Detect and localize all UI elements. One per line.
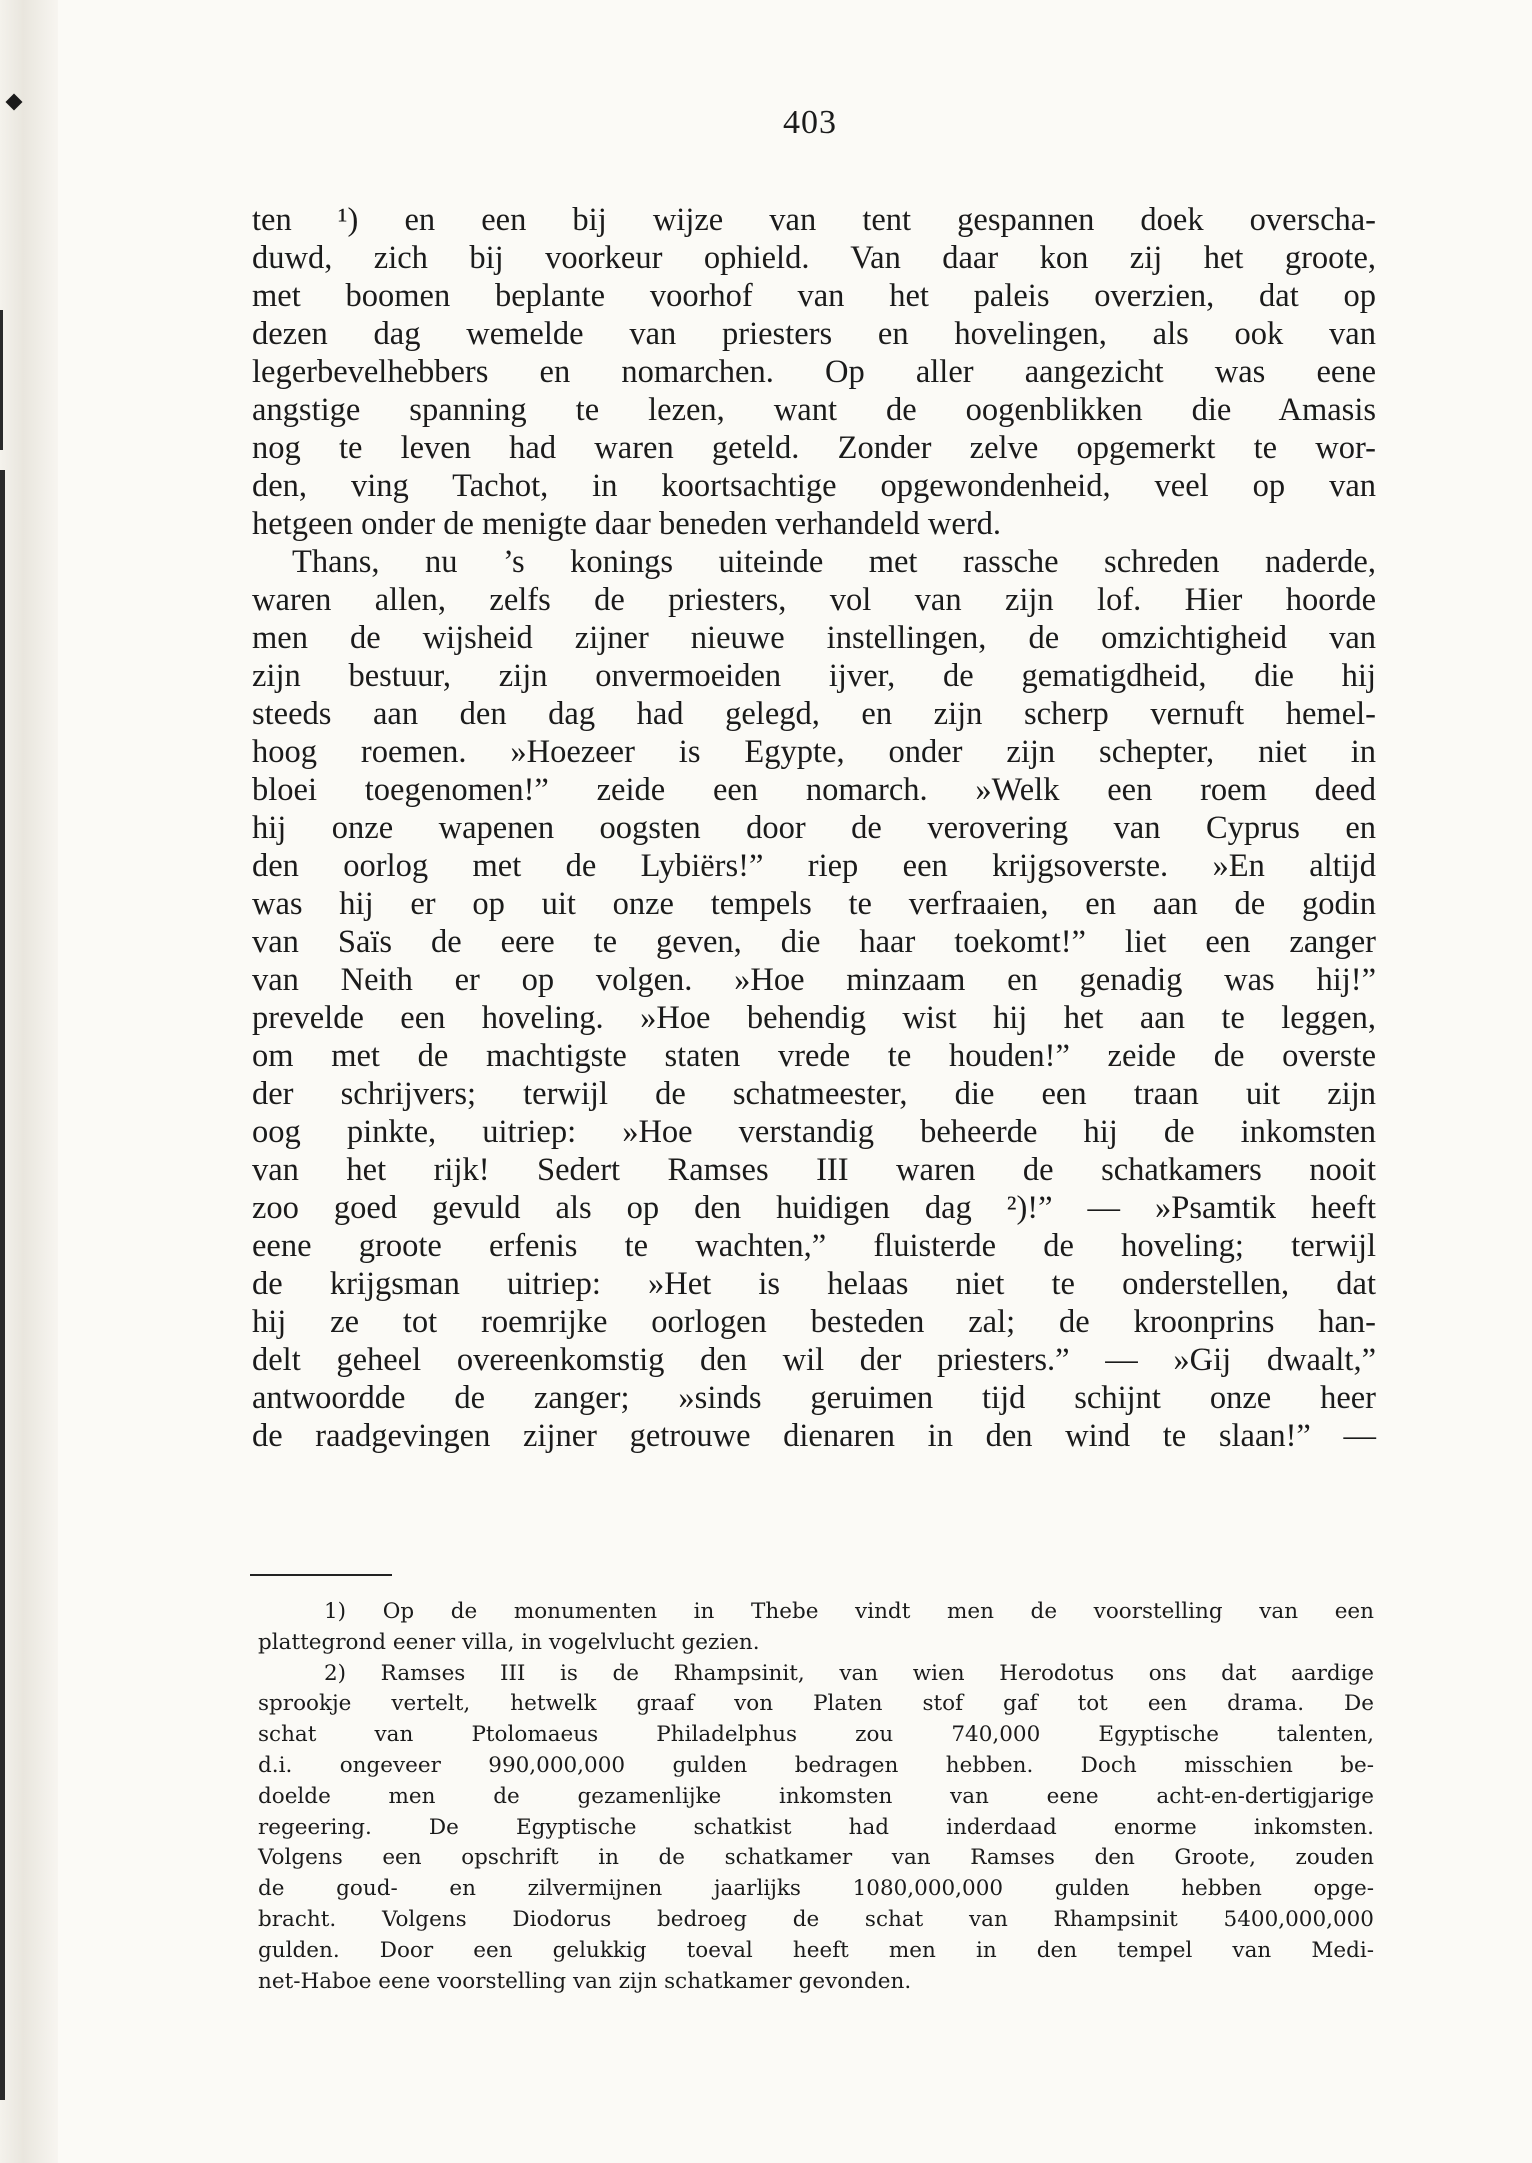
footnote-line: plattegrond eener villa, in vogelvlucht gezien. bbox=[258, 1629, 760, 1655]
text-line: van het rijk! Sedert Ramses III waren de schatkamers nooit bbox=[252, 1152, 1376, 1188]
text-line: duwd, zich bij voorkeur ophield. Van daar kon zij het groote, bbox=[252, 240, 1376, 276]
footnote-line: gulden. Door een gelukkig toeval heeft men in den tempel van Medi- bbox=[258, 1937, 1374, 1963]
footnote-line: 2) Ramses III is de Rhampsinit, van wien Herodotus ons dat aardige bbox=[324, 1660, 1374, 1686]
text-line: ten ¹) en een bij wijze van tent gespannen doek overscha- bbox=[252, 202, 1376, 238]
text-line: prevelde een hoveling. »Hoe behendig wist hij het aan te leggen, bbox=[252, 1000, 1376, 1036]
footnote-line: Volgens een opschrift in de schatkamer van Ramses den Groote, zouden bbox=[258, 1845, 1374, 1871]
text-line: zijn bestuur, zijn onvermoeiden ijver, de gematigdheid, die hij bbox=[252, 658, 1376, 694]
footnote-line: doelde men de gezamenlijke inkomsten van eene acht-en-dertigjarige bbox=[258, 1783, 1374, 1809]
text-line: Thans, nu ’s konings uiteinde met rassche schreden naderde, bbox=[292, 544, 1376, 580]
text-line: steeds aan den dag had gelegd, en zijn scherp vernuft hemel- bbox=[252, 696, 1376, 732]
text-line: den oorlog met de Lybiërs!” riep een krijgsoverste. »En altijd bbox=[252, 848, 1376, 884]
text-line: angstige spanning te lezen, want de oogenblikken die Amasis bbox=[252, 392, 1376, 428]
footnote-divider bbox=[250, 1574, 392, 1576]
text-line: hij ze tot roemrijke oorlogen besteden zal; de kroonprins han- bbox=[252, 1304, 1376, 1340]
text-line: men de wijsheid zijner nieuwe instellingen, de omzichtigheid van bbox=[252, 620, 1376, 656]
text-line: legerbevelhebbers en nomarchen. Op aller aangezicht was eene bbox=[252, 354, 1376, 390]
text-line: zoo goed gevuld als op den huidigen dag ²)!” — »Psamtik heeft bbox=[252, 1190, 1376, 1226]
text-line: nog te leven had waren geteld. Zonder zelve opgemerkt te wor- bbox=[252, 430, 1376, 466]
scan-edge-mark bbox=[0, 470, 5, 2100]
text-line: eene groote erfenis te wachten,” fluisterde de hoveling; terwijl bbox=[252, 1228, 1376, 1264]
text-line: bloei toegenomen!” zeide een nomarch. »Welk een roem deed bbox=[252, 772, 1376, 808]
text-line: de raadgevingen zijner getrouwe dienaren in den wind te slaan!” — bbox=[252, 1418, 1376, 1454]
footnote-line: d.i. ongeveer 990,000,000 gulden bedragen hebben. Doch misschien be- bbox=[258, 1752, 1374, 1778]
text-line: hij onze wapenen oogsten door de verovering van Cyprus en bbox=[252, 810, 1376, 846]
footnote-line: sprookje vertelt, hetwelk graaf von Platen stof gaf tot een drama. De bbox=[258, 1691, 1374, 1717]
page-number: 403 bbox=[783, 104, 837, 141]
footnote-line: regeering. De Egyptische schatkist had inderdaad enorme inkomsten. bbox=[258, 1814, 1374, 1840]
text-line: den, ving Tachot, in koortsachtige opgewondenheid, veel op van bbox=[252, 468, 1376, 504]
text-line: van Saïs de eere te geven, die haar toekomt!” liet een zanger bbox=[252, 924, 1376, 960]
footnote-line: 1) Op de monumenten in Thebe vindt men de voorstelling van een bbox=[324, 1599, 1374, 1624]
text-line: met boomen beplante voorhof van het paleis overzien, dat op bbox=[252, 278, 1376, 314]
scan-gutter bbox=[0, 0, 58, 2163]
footnote-line: schat van Ptolomaeus Philadelphus zou 740,000 Egyptische talenten, bbox=[258, 1722, 1374, 1748]
text-line: hoog roemen. »Hoezeer is Egypte, onder zijn schepter, niet in bbox=[252, 734, 1376, 770]
body-text bbox=[252, 201, 1376, 1455]
text-line: dezen dag wemelde van priesters en hovelingen, als ook van bbox=[252, 316, 1376, 352]
text-line: antwoordde de zanger; »sinds geruimen tijd schijnt onze heer bbox=[252, 1380, 1376, 1416]
footnote-line: bracht. Volgens Diodorus bedroeg de schat van Rhampsinit 5400,000,000 bbox=[258, 1906, 1374, 1932]
text-line: delt geheel overeenkomstig den wil der priesters.” — »Gij dwaalt,” bbox=[252, 1342, 1376, 1378]
text-line: der schrijvers; terwijl de schatmeester, die een traan uit zijn bbox=[252, 1076, 1376, 1112]
scan-edge-mark bbox=[0, 310, 3, 450]
text-line: oog pinkte, uitriep: »Hoe verstandig beheerde hij de inkomsten bbox=[252, 1114, 1376, 1150]
text-line: van Neith er op volgen. »Hoe minzaam en genadig was hij!” bbox=[252, 962, 1376, 998]
footnotes bbox=[258, 1597, 1374, 1997]
text-line: was hij er op uit onze tempels te verfraaien, en aan de godin bbox=[252, 886, 1376, 922]
text-line: om met de machtigste staten vrede te houden!” zeide de overste bbox=[252, 1038, 1376, 1074]
text-line: de krijgsman uitriep: »Het is helaas niet te onderstellen, dat bbox=[252, 1266, 1376, 1302]
footnote-line: de goud- en zilvermijnen jaarlijks 1080,000,000 gulden hebben opge- bbox=[258, 1876, 1374, 1902]
footnote-line: net-Haboe eene voorstelling van zijn schatkamer gevonden. bbox=[258, 1968, 912, 1994]
text-line: waren allen, zelfs de priesters, vol van zijn lof. Hier hoorde bbox=[252, 582, 1376, 618]
text-line: hetgeen onder de menigte daar beneden verhandeld werd. bbox=[252, 506, 1001, 542]
